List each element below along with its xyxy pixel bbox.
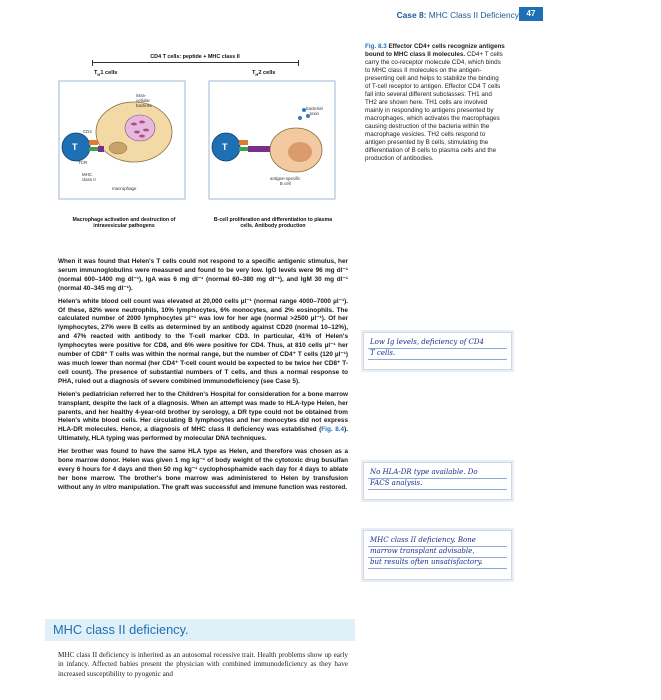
note1-rule-2: [368, 359, 507, 360]
p4-italic: in vitro: [95, 483, 117, 491]
label-bacterial-toxin: bacterial toxin: [306, 106, 323, 116]
running-head-case: Case 8:: [396, 10, 427, 20]
th2-t-cell-letter: T: [222, 142, 228, 152]
caption-figref: Fig. 8.3: [365, 43, 387, 50]
th2-tcr-molecule: [239, 147, 248, 151]
caption-bold: Effector CD4+ cells recognize antigens bound to MHC class II molecules.: [365, 43, 505, 58]
note3-rule-3: [368, 568, 507, 569]
th2-panel: [208, 80, 336, 200]
note2-line2: FACS analysis.: [370, 479, 423, 487]
bacterium-1: [131, 123, 137, 126]
note1-rule-1: [368, 348, 507, 349]
note3-line3: but results often unsatisfactory.: [370, 558, 483, 566]
note2-line1: No HLA-DR type available. Do: [370, 468, 478, 476]
page-header: [0, 0, 661, 26]
figure-title-tick-left: [92, 60, 93, 66]
note1-line2: T cells.: [370, 349, 396, 357]
body-paragraph-2: Helen's white blood cell count was elevated at 20,000 cells µl⁻¹ (normal range 4000–7000 µl⁻¹). Of these, 82% were neutrophils, 10% lymphocytes, 6% monocytes, and 2% eosinophils. The calculated number of 2000 lymphocytes µl⁻¹ was low for her age (normal >2500 µl⁻¹). Of her lymphocytes, 27% were B cells as determined by an antibody against CD20 (normal 10–12%), and 47% reacted with antibody to the T-cell marker CD3. In particular, 41% of Helen's lymphocytes were positive for CD8, and 6% were positive for CD4. Thus, at 810 cells µl⁻¹ her number of CD8⁺ T cells was within the normal range, but the number of CD4⁺ T cells (120 µl⁻¹) was much lower than normal (her CD4⁺ T-cell count would be expected to be twice her CD8⁺ T-cell count). The presence of substantial numbers of T cells, and thus a normal response to PHA, ruled out a diagnosis of severe combined immunodeficiency (see Case 5).: [58, 297, 348, 385]
mhc-molecule: [98, 146, 104, 152]
note-hla-dr: [363, 462, 512, 500]
label-macrophage: macrophage: [112, 186, 137, 191]
toxin-3: [298, 116, 302, 120]
running-head: [397, 10, 519, 20]
th2-mhc-molecule: [248, 146, 270, 152]
note3-line2: marrow transplant advisable,: [370, 547, 475, 555]
p3-part-b: ). Ultimately, HLA typing was performed by molecular DNA techniques.: [58, 426, 348, 443]
label-cd4: CD4: [83, 129, 92, 134]
th1-t-cell-letter: T: [72, 142, 78, 152]
body-paragraph-4: [58, 448, 348, 493]
label-tcr: TCR: [78, 160, 88, 165]
running-head-title: MHC Class II Deficiency: [428, 10, 519, 20]
case-body-text: [58, 258, 348, 497]
section-heading: MHC class II deficiency.: [45, 619, 355, 641]
tcr-molecule: [89, 147, 98, 151]
label-intracellular-bacteria: intra- cellular bacteria: [136, 93, 152, 108]
right-panel-caption: B-cell proliferation and differentiation to plasma cells. Antibody production: [213, 217, 333, 230]
th1-diagram: [58, 80, 186, 200]
figure-title-tick-right: [298, 60, 299, 66]
right-panel-label: $T_H2$ cells: [252, 70, 276, 78]
note2-rule-1: [368, 478, 507, 479]
note-mhc-deficiency: [363, 530, 512, 580]
caption-text: CD4+ T cells carry the co-receptor molecule CD4, which binds to MHC class II molecules on the antigen-presenting cell and helps to stabilize the binding of T-cell receptor to antigen. Effector CD4 T cells fall into several different subclasses: TH1 and TH2 are shown here. TH1 cells are involved mainly in responding to antigens presented by macrophages, which activates the macrophages causing destruction of the bacteria within the macrophage vesicles. TH2 cells respond to antigen presented by B cells, stimulating the differentiation of B cells to plasma cells and the production of antibodies.: [365, 51, 503, 162]
page-number: 47: [519, 7, 543, 21]
fig-8-4-link[interactable]: Fig. 8.4: [321, 426, 345, 434]
left-panel-caption: Macrophage activation and destruction of intravesicular pathogens: [72, 217, 176, 230]
bacterium-2: [139, 121, 145, 124]
body-paragraph-1: When it was found that Helen's T cells could not respond to a specific antigenic stimulus, her serum immunoglobulins were measured and found to be very low. IgG levels were 96 mg dl⁻¹ (normal 600–1400 mg dl⁻¹), IgA was 6 mg dl⁻¹ (normal 60–380 mg dl⁻¹), and IgM 30 mg dl⁻¹ (normal 40–345 mg dl⁻¹).: [58, 258, 348, 292]
section-body-text: MHC class II deficiency is inherited as an autosomal recessive trait. Health problems show up early in infancy. Affected babies present the physician with combined immunodeficiency as they have increased susceptibility to pyogenic and: [58, 651, 348, 678]
figure-8-3: [58, 52, 348, 240]
p3-part-a: Helen's pediatrician referred her to the Children's Hospital for consideration for a bone marrow transplant, despite the lack of a diagnosis. When an attempt was made to HLA-type Helen, her parents, and her healthy 4-year-old brother by serology, a DR type could not be obtained from Helen's white blood cells. Her circulating B lymphocytes and her monocytes did not express HLA-DR molecules. Hence, a diagnosis of MHC class II deficiency was established (: [58, 390, 348, 434]
label-antigen-specific-b-cell: antigen-specific B cell: [270, 176, 301, 186]
note3-rule-2: [368, 557, 507, 558]
bacterium-3: [143, 129, 149, 132]
figure-side-caption: [365, 43, 505, 163]
note3-rule-1: [368, 546, 507, 547]
th1-panel: [58, 80, 186, 200]
body-paragraph-3: [58, 391, 348, 444]
cd4-molecule: [89, 140, 98, 145]
th2-cd4-molecule: [239, 140, 248, 145]
label-mhc-class-ii: MHC class II: [82, 172, 96, 182]
p4-part-a: Her brother was found to have the same HLA type as Helen, and therefore was chosen as a bone marrow donor. Helen was given 1 mg kg⁻¹ of body weight of the cytotoxic drug busulfan every 6 hours for 4 days and then 50 mg kg⁻¹ cyclophosphamide each day for 4 days to ablate her bone marrow. The brother's bone marrow was administered to Helen by transfusion without any: [58, 448, 348, 491]
bacterium-5: [139, 135, 145, 138]
left-panel-label: $T_H1$ cells: [94, 70, 118, 78]
note-low-ig: [363, 332, 512, 370]
p4-part-b: manipulation. The graft was successful and immune function was restored.: [116, 483, 348, 491]
bacterium-4: [134, 131, 140, 134]
note2-rule-2: [368, 489, 507, 490]
figure-title: CD4 T cells: peptide + MHC class II: [92, 52, 298, 63]
note1-line1: Low Ig levels, deficiency of CD4: [370, 338, 484, 346]
macrophage-nucleus: [109, 142, 127, 154]
b-cell-nucleus: [288, 142, 312, 162]
note3-line1: MHC class II deficiency. Bone: [370, 536, 476, 544]
